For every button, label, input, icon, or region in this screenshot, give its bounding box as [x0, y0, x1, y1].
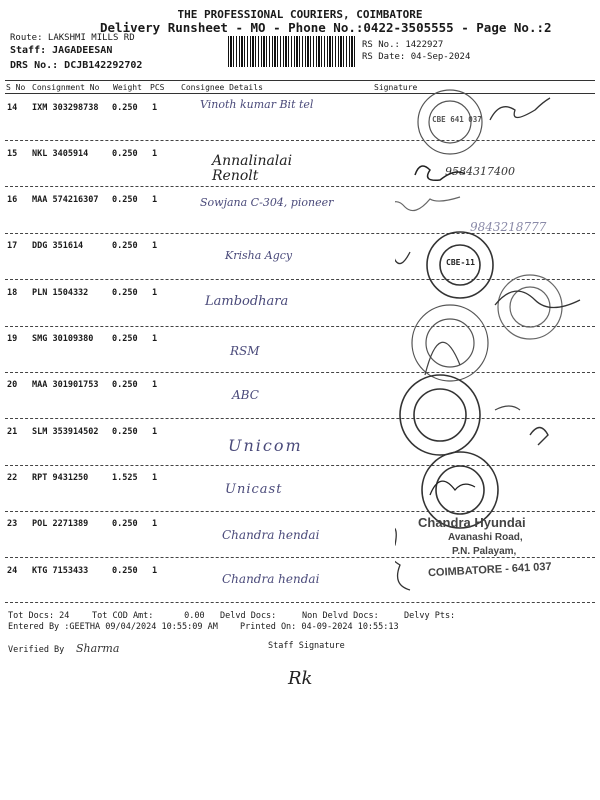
row-weight: 0.250 [112, 427, 138, 437]
row-sno: 21 [7, 427, 18, 437]
row-weight: 0.250 [112, 334, 138, 344]
row-consignment: DDG 351614 [32, 241, 84, 251]
row-weight: 0.250 [112, 195, 138, 205]
row-pcs: 1 [152, 519, 158, 529]
row-weight: 0.250 [112, 380, 138, 390]
entered-by: Entered By :GEETHA 09/04/2024 10:55:09 AM [8, 622, 218, 632]
row-consignee-handwritten: Unicom [228, 436, 303, 455]
row-pcs: 1 [152, 288, 158, 298]
delivery-points: Delvy Pts: [404, 611, 456, 621]
hyundai-stamp-line2: Avanashi Road, [448, 532, 523, 543]
row-weight: 0.250 [112, 566, 138, 576]
row-weight: 0.250 [112, 149, 138, 159]
col-header-consignee: Consignee Details [181, 83, 263, 92]
row-consignment: MAA 574216307 [32, 195, 99, 205]
delivered-docs: Delvd Docs: [220, 611, 277, 621]
row-sno: 20 [7, 380, 18, 390]
row-consignment: PLN 1504332 [32, 288, 89, 298]
abc-stamp [400, 375, 480, 455]
row-consignment: SMG 30109380 [32, 334, 94, 344]
row-consignment: NKL 3405914 [32, 149, 89, 159]
rs-number: RS No.: 1422927 [362, 40, 444, 50]
signature-row18 [495, 291, 580, 307]
row-sno: 19 [7, 334, 18, 344]
signature-row16 [395, 197, 460, 211]
row-pcs: 1 [152, 149, 158, 159]
hyundai-stamp-name: Chandra Hyundai [418, 515, 526, 530]
row-phone-handwritten: 9584317400 [445, 165, 515, 178]
rs-date: RS Date: 04-Sep-2024 [362, 52, 471, 62]
row-phone-handwritten: 9843218777 [470, 220, 547, 234]
row-pcs: 1 [152, 103, 158, 113]
row-consignment: SLM 353914502 [32, 427, 99, 437]
row-consignment: POL 2271389 [32, 519, 89, 529]
row-consignee-handwritten: Vinoth kumar Bit tel [200, 98, 314, 111]
row-consignment: RPT 9431250 [32, 473, 89, 483]
row-pcs: 1 [152, 334, 158, 344]
row-sno: 23 [7, 519, 18, 529]
staff-signature-label: Staff Signature [268, 641, 345, 651]
signature-row17 [395, 252, 410, 264]
row-sno: 24 [7, 566, 18, 576]
non-delivered-docs: Non Delvd Docs: [302, 611, 379, 621]
tokas-stamp [412, 305, 488, 381]
printed-on: Printed On: 04-09-2024 10:55:13 [240, 622, 399, 632]
row-pcs: 1 [152, 473, 158, 483]
col-header-sno: S No [6, 83, 26, 92]
row-weight: 0.250 [112, 288, 138, 298]
row-pcs: 1 [152, 566, 158, 576]
row-sno: 17 [7, 241, 18, 251]
row-sno: 22 [7, 473, 18, 483]
row-sno: 14 [7, 103, 18, 113]
row-consignee-handwritten: Krisha Agcy [225, 249, 293, 262]
row-weight: 0.250 [112, 519, 138, 529]
row-weight: 0.250 [112, 241, 138, 251]
barcode [228, 36, 356, 67]
staff-label: Staff: JAGADEESAN [10, 45, 113, 56]
signature-row20 [495, 406, 520, 410]
total-docs: Tot Docs: 24 [8, 611, 70, 621]
row-weight: 1.525 [112, 473, 138, 483]
row-sno: 16 [7, 195, 18, 205]
total-cod-amount: Tot COD Amt: 0.00 [92, 611, 205, 621]
row-pcs: 1 [152, 380, 158, 390]
drs-number: DRS No.: DCJB142292702 [10, 60, 143, 71]
row-consignee-handwritten: RSM [230, 344, 260, 358]
row-consignee-handwritten: Unicast [225, 482, 283, 497]
signature-row23-24 [395, 527, 410, 590]
runsheet-subtitle: Delivery Runsheet - MO - Phone No.:0422-3505555 - Page No.:2 [100, 20, 552, 35]
company-title: THE PROFESSIONAL COURIERS, COIMBATORE [177, 8, 423, 21]
row-sno: 18 [7, 288, 18, 298]
col-header-weight: Weight [113, 83, 142, 92]
route-label: Route: LAKSHMI MILLS RD [10, 33, 135, 43]
staff-signature: Rk [288, 668, 313, 689]
row-pcs: 1 [152, 195, 158, 205]
cbe-stamp-code: CBE 641 037 [432, 115, 482, 124]
signature-row21 [530, 428, 548, 446]
row-consignee-handwritten: Sowjana C-304, pioneer [200, 196, 334, 209]
col-header-consignment: Consignment No [32, 83, 100, 92]
signature-row15 [415, 166, 465, 180]
row-consignment: KTG 7153433 [32, 566, 89, 576]
row-consignee-handwritten: Chandra hendai [222, 528, 320, 542]
row-consignee-handwritten: Annalinalai Renolt [212, 153, 293, 184]
row-weight: 0.250 [112, 103, 138, 113]
col-header-pcs: PCS [150, 83, 165, 92]
row-consignee-handwritten: ABC [232, 388, 259, 402]
signature-row14 [490, 98, 550, 120]
row-sno: 15 [7, 149, 18, 159]
signature-row19 [425, 342, 460, 375]
krisha-stamp-code: CBE-11 [446, 258, 475, 267]
verified-by-label: Verified By [8, 645, 65, 655]
hyundai-stamp-line3: P.N. Palayam, [452, 546, 517, 557]
row-consignment: IXM 303298738 [32, 103, 99, 113]
hyundai-stamp-line4: COIMBATORE - 641 037 [427, 560, 552, 580]
row-pcs: 1 [152, 427, 158, 437]
verified-by-signature: Sharma [76, 642, 120, 655]
row-consignment: MAA 301901753 [32, 380, 99, 390]
table-top-rule [5, 80, 595, 81]
col-header-signature: Signature [374, 83, 418, 92]
row-consignee-handwritten: Lambodhara [205, 294, 289, 309]
row-consignee-handwritten: Chandra hendai [222, 572, 320, 586]
row-pcs: 1 [152, 241, 158, 251]
